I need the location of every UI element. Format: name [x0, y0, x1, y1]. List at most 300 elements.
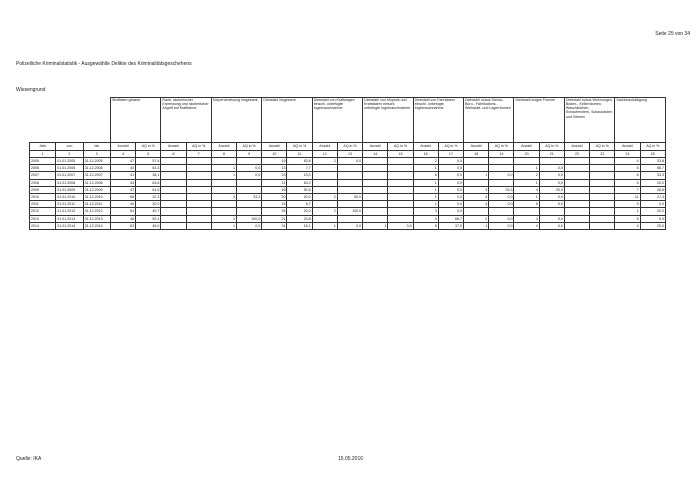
table-cell [564, 208, 589, 215]
table-cell: 20 [262, 193, 287, 200]
column-number: 16 [413, 151, 438, 158]
column-subheader: AQ in % [337, 143, 362, 151]
table-cell: 63,3 [136, 165, 161, 172]
table-cell [161, 172, 186, 179]
table-cell [161, 179, 186, 186]
table-cell: 16,1 [287, 222, 312, 229]
table-cell: 01.01.2007 [56, 172, 83, 179]
column-number: 20 [514, 151, 539, 158]
column-number: 13 [337, 151, 362, 158]
table-cell: 0,0 [337, 158, 362, 165]
table-cell [186, 208, 211, 215]
table-cell: 63 [110, 222, 135, 229]
table-cell: 19 [262, 158, 287, 165]
document-title: Polizeiliche Kriminalstatistik - Ausgewählte Delikte des Kriminalitätsgeschehens [16, 61, 192, 67]
table-cell: 33,3 [237, 193, 262, 200]
table-cell [363, 179, 388, 186]
table-cell: 27,3 [640, 193, 665, 200]
column-subheader: Anzahl [615, 143, 640, 151]
table-row [30, 215, 666, 222]
table-row [30, 165, 666, 172]
table-cell: 2009 [30, 186, 56, 193]
table-cell [237, 186, 262, 193]
table-cell [337, 201, 362, 208]
table-cell [590, 215, 615, 222]
table-cell [161, 208, 186, 215]
table-cell [211, 201, 236, 208]
table-cell: 33,3 [640, 172, 665, 179]
table-cell: 0,0 [438, 158, 463, 165]
column-number: 23 [590, 151, 615, 158]
crime-statistics-table [29, 97, 666, 230]
column-number: 10 [262, 151, 287, 158]
table-cell [186, 165, 211, 172]
table-cell [186, 179, 211, 186]
table-cell: 0,0 [438, 172, 463, 179]
table-cell [312, 172, 337, 179]
table-cell: 1 [211, 172, 236, 179]
table-cell: 1 [514, 193, 539, 200]
table-cell: 2 [413, 158, 438, 165]
table-cell [388, 158, 413, 165]
table-cell [186, 215, 211, 222]
group-header: Diebstahl von Mopeds und Krafträdern einschl. unbefugte Ingebrauchnahme [363, 98, 413, 143]
table-cell: 52,6 [287, 186, 312, 193]
table-row [30, 179, 666, 186]
table-cell [564, 193, 589, 200]
table-cell [363, 158, 388, 165]
table-cell: 0,0 [640, 215, 665, 222]
column-number: 15 [388, 151, 413, 158]
table-cell: 1 [464, 172, 489, 179]
table-cell: 25 [262, 208, 287, 215]
header-spacer [30, 98, 111, 143]
table-cell: 61,5 [136, 186, 161, 193]
table-cell [388, 172, 413, 179]
table-cell: 2011 [30, 201, 56, 208]
table-cell: 31.12.2011 [83, 201, 110, 208]
table-cell: 13 [262, 165, 287, 172]
table-cell: 1 [514, 165, 539, 172]
table-cell: 1 [211, 165, 236, 172]
table-row [30, 172, 666, 179]
table-cell [337, 165, 362, 172]
table-cell: 63,6 [136, 179, 161, 186]
table-cell [363, 215, 388, 222]
table-cell [590, 186, 615, 193]
table-cell: 32,3 [136, 193, 161, 200]
table-cell: 31.12.2009 [83, 186, 110, 193]
page-number: Seite 25 von 34 [655, 31, 690, 37]
table-cell: 0,0 [489, 193, 514, 200]
table-cell [337, 179, 362, 186]
table-cell: 6 [413, 172, 438, 179]
table-cell: 47 [110, 158, 135, 165]
group-header: Diebstahl von Fahrrädern einschl. unbefugte Ingebrauchnahme [413, 98, 463, 143]
table-cell [186, 158, 211, 165]
column-number: 25 [640, 151, 665, 158]
group-header: Diebstahl von Kraftwagen einschl. unbefugte Ingebrauchnahme [312, 98, 362, 143]
table-cell [489, 179, 514, 186]
table-cell: 16 [262, 186, 287, 193]
column-number: 1 [30, 151, 56, 158]
table-cell [312, 186, 337, 193]
column-number: 12 [312, 151, 337, 158]
column-number: 21 [539, 151, 564, 158]
table-cell [161, 186, 186, 193]
table-cell: 54 [110, 208, 135, 215]
table-cell [312, 179, 337, 186]
group-header: Diebstahl in/aus Wohnungen, Boden-, Kellerräumen, Waschküchen, Schaufenstern, Schaukästen und Vitrinen [564, 98, 614, 143]
table-cell: 01.01.2005 [56, 158, 83, 165]
table-cell [590, 193, 615, 200]
group-header-row [30, 98, 666, 143]
column-subheader: Anzahl [161, 143, 186, 151]
column-subheader: AQ in % [237, 143, 262, 151]
table-row [30, 186, 666, 193]
table-cell [564, 172, 589, 179]
table-cell [590, 201, 615, 208]
group-header: Körperverletzung insgesamt [211, 98, 261, 143]
table-cell [363, 186, 388, 193]
subheader-row [30, 143, 666, 151]
column-subheader: Anzahl [363, 143, 388, 151]
table-cell: 0,0 [539, 172, 564, 179]
table-row [30, 193, 666, 200]
table-cell: 2012 [30, 208, 56, 215]
column-subheader: Anzahl [514, 143, 539, 151]
table-cell: 47 [110, 186, 135, 193]
table-cell: 33,3 [489, 186, 514, 193]
table-cell [564, 215, 589, 222]
table-cell [489, 165, 514, 172]
table-cell: 11 [615, 193, 640, 200]
table-cell: 46 [110, 215, 135, 222]
table-cell [237, 208, 262, 215]
column-subheader: Anzahl [312, 143, 337, 151]
column-subheader: AQ in % [590, 143, 615, 151]
table-cell: 13,0 [287, 172, 312, 179]
table-cell: 4 [615, 222, 640, 229]
table-cell [590, 172, 615, 179]
table-cell: 2005 [30, 158, 56, 165]
table-cell: 4 [514, 222, 539, 229]
table-cell [186, 193, 211, 200]
table-cell [464, 208, 489, 215]
table-row [30, 201, 666, 208]
table-cell [211, 208, 236, 215]
column-number: 17 [438, 151, 463, 158]
table-cell: 30,0 [136, 201, 161, 208]
table-cell: 01.01.2009 [56, 186, 83, 193]
table-cell: 11 [262, 179, 287, 186]
table-cell [464, 179, 489, 186]
column-subheader: AQ in % [539, 143, 564, 151]
table-cell: 0,0 [489, 215, 514, 222]
table-cell: 31.12.2012 [83, 208, 110, 215]
table-cell: 6,7 [287, 201, 312, 208]
table-cell: 2 [312, 208, 337, 215]
table-cell: 5 [514, 201, 539, 208]
table-cell: 0,0 [489, 172, 514, 179]
table-cell: 5 [615, 179, 640, 186]
table-cell [363, 172, 388, 179]
table-cell [312, 165, 337, 172]
table-cell: 2 [312, 193, 337, 200]
column-subheader: Anzahl [211, 143, 236, 151]
table-cell: 0,0 [337, 222, 362, 229]
table-cell: 21 [262, 215, 287, 222]
table-cell: 8 [413, 222, 438, 229]
table-cell [590, 165, 615, 172]
table-cell: 0,0 [539, 165, 564, 172]
table-cell: 4 [464, 201, 489, 208]
table-cell: 0,0 [438, 201, 463, 208]
table-cell [186, 172, 211, 179]
table-cell: 3 [413, 208, 438, 215]
footer-date: 15.05.2016 [338, 456, 364, 462]
table-cell [363, 208, 388, 215]
table-cell: 01.01.2010 [56, 193, 83, 200]
table-cell: 01.01.2012 [56, 208, 83, 215]
table-cell [186, 186, 211, 193]
table-cell [337, 186, 362, 193]
table-cell: 01.01.2006 [56, 165, 83, 172]
table-cell: 4 [615, 158, 640, 165]
table-cell [564, 222, 589, 229]
column-subheader: bis [83, 143, 110, 151]
table-cell: 31.12.2010 [83, 193, 110, 200]
table-cell: 1 [514, 179, 539, 186]
table-cell: 52,1 [136, 215, 161, 222]
table-cell [388, 208, 413, 215]
table-cell [464, 158, 489, 165]
table-cell [363, 193, 388, 200]
table-cell: 0,0 [438, 193, 463, 200]
table-cell [514, 158, 539, 165]
column-number: 8 [211, 151, 236, 158]
table-cell: 01.01.2011 [56, 201, 83, 208]
column-number: 11 [287, 151, 312, 158]
table-cell [564, 165, 589, 172]
table-cell: 0,0 [539, 201, 564, 208]
table-cell [363, 201, 388, 208]
table-cell [464, 165, 489, 172]
table-cell: 57,4 [136, 158, 161, 165]
table-cell: 2014 [30, 222, 56, 229]
table-cell: 31.12.2005 [83, 158, 110, 165]
table-cell [564, 179, 589, 186]
table-cell: 0,0 [438, 208, 463, 215]
column-subheader: AQ in % [489, 143, 514, 151]
table-cell [211, 179, 236, 186]
table-cell: 0,0 [237, 222, 262, 229]
group-header: Diebstahl insgesamt [262, 98, 312, 143]
table-cell: 0,0 [489, 201, 514, 208]
table-cell: 0,0 [539, 215, 564, 222]
table-cell [312, 215, 337, 222]
table-cell [237, 201, 262, 208]
table-cell: 4 [514, 186, 539, 193]
table-cell: 2013 [30, 215, 56, 222]
table-cell: 1 [413, 179, 438, 186]
table-cell: 44 [110, 179, 135, 186]
table-cell [186, 222, 211, 229]
table-cell [564, 201, 589, 208]
table-cell: 66,7 [438, 215, 463, 222]
column-number: 14 [363, 151, 388, 158]
column-subheader: AQ in % [388, 143, 413, 151]
table-cell [388, 186, 413, 193]
table-cell: 2007 [30, 172, 56, 179]
column-number: 9 [237, 151, 262, 158]
table-cell [161, 193, 186, 200]
table-cell: 2006 [30, 165, 56, 172]
table-cell [211, 186, 236, 193]
table-cell: 0,0 [640, 201, 665, 208]
table-cell: 01.01.2014 [56, 222, 83, 229]
table-cell: 0,0 [438, 179, 463, 186]
table-cell [161, 201, 186, 208]
table-cell [590, 158, 615, 165]
column-number: 18 [464, 151, 489, 158]
table-cell: 20,0 [640, 179, 665, 186]
table-cell: 68 [110, 193, 135, 200]
table-cell: 23,8 [287, 215, 312, 222]
column-subheader: AQ in % [640, 143, 665, 151]
table-cell: 5 [615, 201, 640, 208]
table-cell: 0,0 [539, 193, 564, 200]
table-cell: 31.12.2013 [83, 215, 110, 222]
table-cell: 100,0 [337, 208, 362, 215]
table-cell: 40 [110, 201, 135, 208]
column-subheader: AQ in % [287, 143, 312, 151]
column-number: 19 [489, 151, 514, 158]
table-cell [186, 201, 211, 208]
column-subheader: Anzahl [464, 143, 489, 151]
group-header: Raub, räuberischer Erpressung und räuberischer Angriff auf Kraftfahrer [161, 98, 211, 143]
table-cell [161, 222, 186, 229]
table-cell [312, 201, 337, 208]
table-cell: 1 [211, 215, 236, 222]
column-number: 5 [136, 151, 161, 158]
table-cell [590, 179, 615, 186]
footer-source: Quelle: IKA [16, 456, 42, 462]
table-cell: 6 [615, 165, 640, 172]
column-number-row [30, 151, 666, 158]
table-cell: 31.12.2014 [83, 222, 110, 229]
table-cell [337, 215, 362, 222]
table-cell: 1 [363, 222, 388, 229]
table-row [30, 208, 666, 215]
table-cell: 63,2 [287, 179, 312, 186]
table-cell: 1 [312, 222, 337, 229]
table-cell: 46,0 [136, 222, 161, 229]
table-cell: 5 [615, 215, 640, 222]
column-number: 22 [564, 151, 589, 158]
table-cell [590, 208, 615, 215]
table-cell [337, 172, 362, 179]
table-cell: 6 [615, 172, 640, 179]
table-cell [388, 165, 413, 172]
table-cell: 31.12.2007 [83, 172, 110, 179]
table-cell [489, 208, 514, 215]
table-cell: 2 [514, 172, 539, 179]
table-cell: 0,0 [489, 222, 514, 229]
column-subheader: Anzahl [564, 143, 589, 151]
group-header: Sachbeschädigung [615, 98, 666, 143]
column-subheader: Jahr [30, 143, 56, 151]
table-cell: 25,0 [640, 222, 665, 229]
table-cell: 2 [312, 158, 337, 165]
table-cell: 0,0 [237, 172, 262, 179]
table-cell: 41 [110, 172, 135, 179]
table-cell: 0,0 [388, 222, 413, 229]
table-cell: 0,0 [539, 179, 564, 186]
table-cell: 3 [413, 215, 438, 222]
column-subheader: AQ in % [186, 143, 211, 151]
table-cell [161, 165, 186, 172]
column-number: 4 [110, 151, 135, 158]
table-cell [161, 158, 186, 165]
table-cell: 4 [514, 215, 539, 222]
table-cell: 100,0 [237, 215, 262, 222]
table-cell [514, 208, 539, 215]
table-cell: 1 [464, 222, 489, 229]
column-subheader: Anzahl [110, 143, 135, 151]
group-header: Diebstahl insges Formen [514, 98, 564, 143]
table-cell [539, 158, 564, 165]
table-cell: 63,8 [287, 158, 312, 165]
table-cell: 66,7 [640, 165, 665, 172]
table-cell: 50,0 [337, 193, 362, 200]
table-cell: 01.01.2013 [56, 215, 83, 222]
table-cell [489, 158, 514, 165]
table-cell: 33,8 [640, 158, 665, 165]
group-header: Straftaten gesamt [110, 98, 160, 143]
table-cell: 0,0 [539, 222, 564, 229]
column-number: 3 [83, 151, 110, 158]
table-cell: 15 [262, 201, 287, 208]
column-number: 24 [615, 151, 640, 158]
table-cell: 37,5 [438, 222, 463, 229]
column-subheader: von [56, 143, 83, 151]
table-row [30, 158, 666, 165]
table-cell: 7 [615, 186, 640, 193]
table-cell [388, 215, 413, 222]
table-cell: 31.12.2008 [83, 179, 110, 186]
table-cell: 01.01.2008 [56, 179, 83, 186]
group-header: Diebstahl in/aus Dienst-, Büro-, Fabrikations-, Werkstatt- und Lagerräumen [464, 98, 514, 143]
table-cell: 2 [464, 215, 489, 222]
table-cell [388, 179, 413, 186]
table-cell [388, 193, 413, 200]
table-cell [363, 165, 388, 172]
table-cell [564, 158, 589, 165]
table-cell: 20,0 [287, 208, 312, 215]
column-subheader: AQ in % [136, 143, 161, 151]
table-cell: 31 [262, 222, 287, 229]
table-cell [388, 201, 413, 208]
table-cell: 2008 [30, 179, 56, 186]
table-cell: 20,0 [287, 193, 312, 200]
table-cell [237, 179, 262, 186]
table-cell: 28,6 [640, 186, 665, 193]
table-cell: 3 [464, 186, 489, 193]
table-cell: 0,0 [438, 165, 463, 172]
table-cell: 1 [615, 208, 640, 215]
column-number: 7 [186, 151, 211, 158]
